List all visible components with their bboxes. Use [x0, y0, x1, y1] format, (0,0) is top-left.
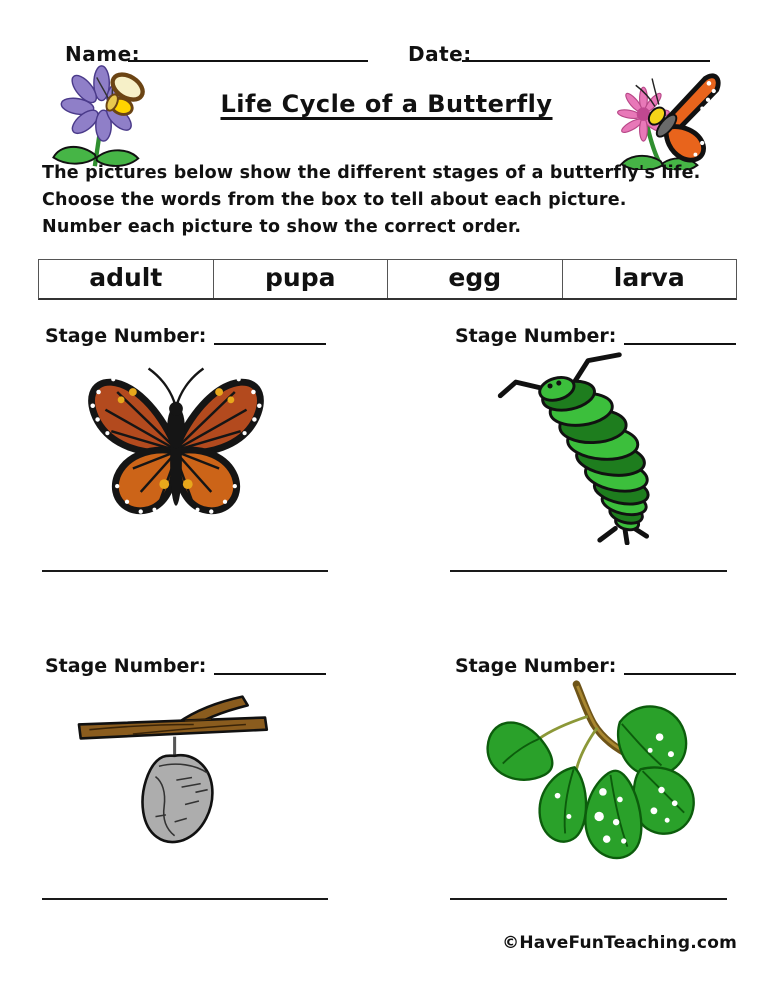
stage-3-label: Stage Number:: [45, 655, 207, 677]
stage-3-word-answer-line[interactable]: [42, 898, 328, 900]
footer-credit: ©HaveFunTeaching.com: [502, 933, 737, 953]
word-bank-larva: larva: [613, 263, 685, 292]
date-label: Date:: [408, 42, 472, 66]
stage-4-label-row: [455, 655, 736, 677]
instruction-line-2: Choose the words from the box to tell about each picture.: [42, 190, 627, 210]
stage-2-label-row: [455, 325, 736, 347]
pink-flower-monarch-icon: [612, 66, 724, 170]
stage-3-number-blank[interactable]: [214, 657, 326, 675]
stage-4-label: Stage Number:: [455, 655, 617, 677]
name-blank-line[interactable]: [128, 38, 368, 62]
stage-1-label: Stage Number:: [45, 325, 207, 347]
egg-covered-leaves-image: [482, 678, 704, 868]
name-label: Name:: [65, 42, 141, 66]
stage-3-label-row: [45, 655, 326, 677]
stage-1-label-row: [45, 325, 326, 347]
larva-caterpillar-image: [488, 345, 694, 545]
word-bank: [38, 259, 737, 300]
pupa-chrysalis-image: [72, 678, 272, 864]
stage-2-number-blank[interactable]: [624, 327, 736, 345]
adult-butterfly-image: [78, 348, 274, 536]
instructions-block: [42, 160, 742, 241]
page-title: Life Cycle of a Butterfly: [220, 90, 553, 118]
stage-4-number-blank[interactable]: [624, 657, 736, 675]
instruction-line-3: Number each picture to show the correct order.: [42, 217, 522, 237]
stage-1-number-blank[interactable]: [214, 327, 326, 345]
stage-2-label: Stage Number:: [455, 325, 617, 347]
word-bank-pupa: pupa: [214, 260, 389, 298]
date-blank-line[interactable]: [462, 38, 710, 62]
stage-2-word-answer-line[interactable]: [450, 570, 727, 572]
instruction-line-1: The pictures below show the different stages of a butterfly's life.: [42, 163, 701, 183]
stage-4-word-answer-line[interactable]: [450, 898, 727, 900]
word-bank-egg: egg: [388, 260, 563, 298]
stage-1-word-answer-line[interactable]: [42, 570, 328, 572]
word-bank-adult: adult: [39, 260, 214, 298]
